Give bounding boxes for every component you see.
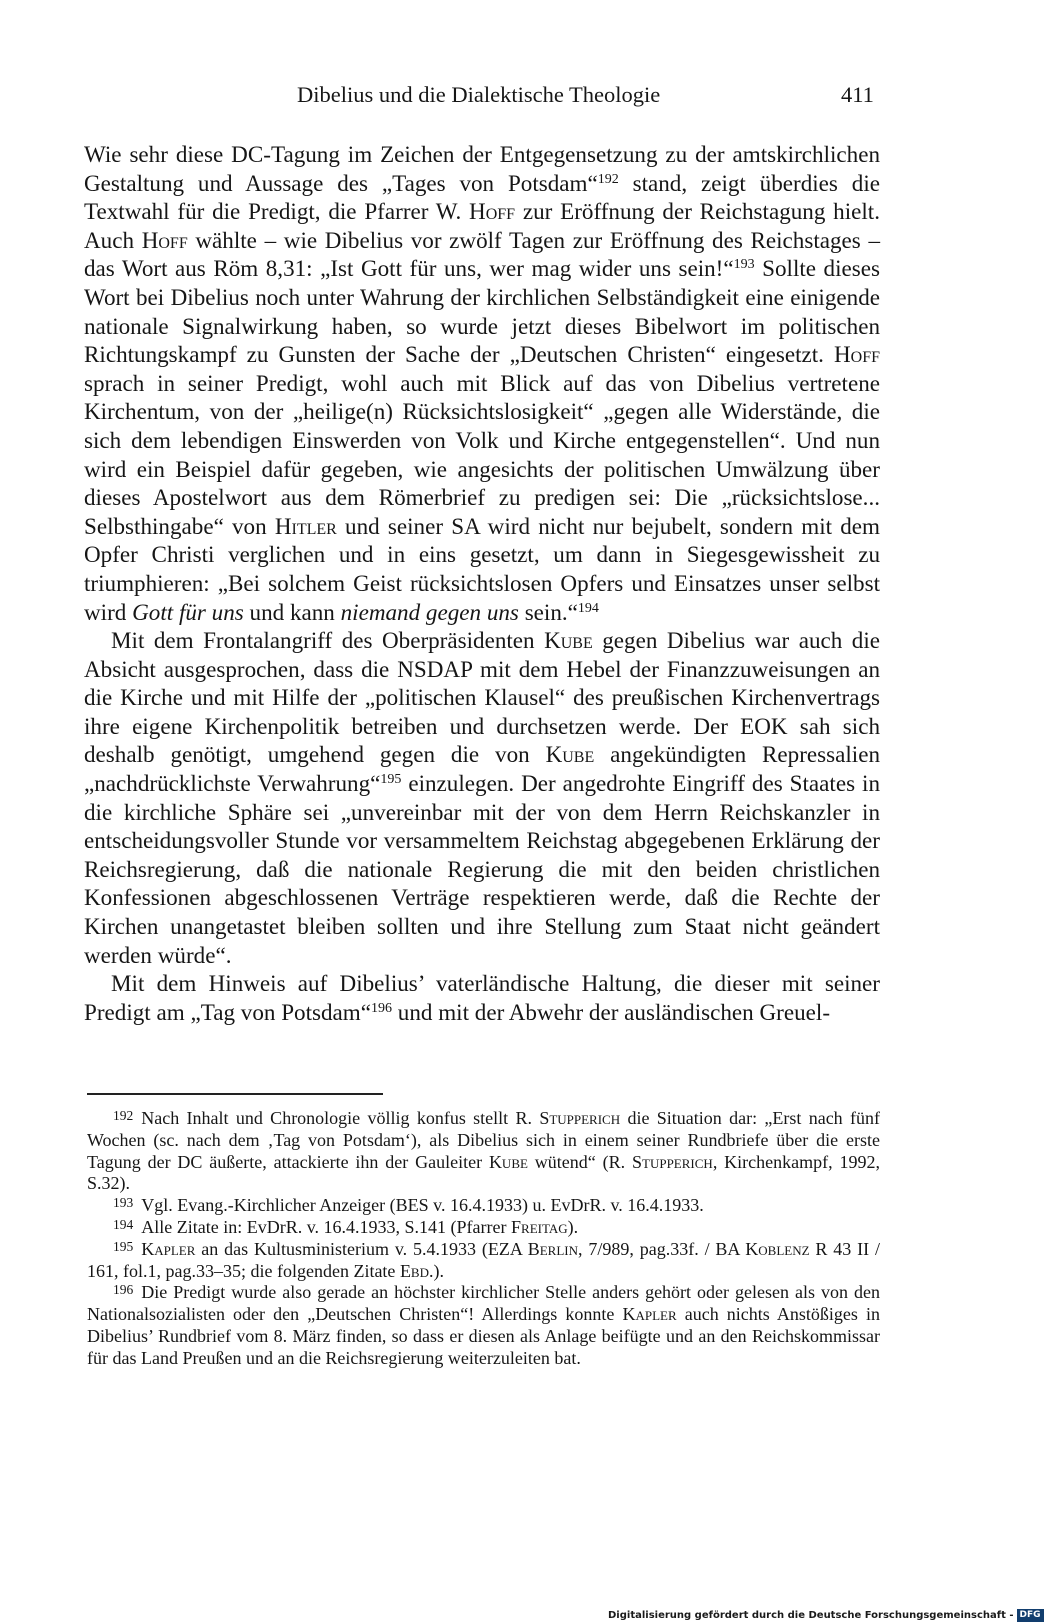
footnote-ref: 194 [577,600,599,616]
name-smallcaps: Kube [544,627,593,654]
running-title: Dibelius und die Dialektische Theologie [297,82,661,107]
text-run: und mit der Abwehr der ausländischen Greuel- [392,998,831,1025]
footnote-ref: 196 [371,1000,393,1016]
footnote-192: 192 Nach Inhalt und Chronologie völlig konfus stellt R. Stupperich die Situation dar: „Erst nach fünf Wochen (sc. nach dem ‚Tag von Potsdam‘), als Dibelius sich in einem seiner Rundbriefe über die erste Tagung der DC äußerte, attackierte ihn der Gauleiter Kube wütend“ (R. Stupperich, Kirchenkampf, 1992, S.32). [87,1108,880,1194]
text-run: an das Kultusministerium v. 5.4.1933 (EZA [195,1238,528,1259]
name-smallcaps: Hoff [833,341,880,368]
footnote-194: 194 Alle Zitate in: EvDrR. v. 16.4.1933, S.141 (Pfarrer Freitag). [113,1216,579,1237]
name-smallcaps: Hoff [469,198,516,225]
text-run: wütend“ (R. [527,1151,632,1172]
name-smallcaps: Koblenz [745,1238,810,1259]
text-run: und seiner SA wird nicht nur bejubelt, sondern mit dem Opfer Christi verglichen und in eins gesetzt, um dann in Siegesgewissheit zu triumphieren: „Bei solchem Geist rücksichtslosen Opfers und Einsatzes unser selbst wird [84,512,880,625]
text-run: Alle Zitate in: EvDrR. v. 16.4.1933, S.141 (Pfarrer [141,1216,512,1237]
footnote-divider [87,1093,383,1095]
running-header [0,82,1000,112]
digitization-credit [608,1609,1041,1623]
main-text [84,140,880,1026]
name-smallcaps: Berlin [527,1238,579,1259]
page-number: 411 [841,82,874,107]
name-smallcaps: Stupperich [632,1151,713,1172]
footnote-196: 196 Die Predigt wurde also gerade an höchster kirchlicher Stelle anders gehört oder gelesen als von den Nationalsozialisten oder den „Deutschen Christen“! Allerdings konnte Kapler auch nichts Anstößiges in Dibelius’ Rundbrief vom 8. März finden, so dass er diesen als Anlage beifügte und an den Reichskommissar für das Land Preußen und an die Reichsregierung weiterzuleiten bat. [87,1282,880,1368]
italic-text: niemand gegen uns [340,598,519,625]
text-run: R 43 II / 161, fol.1, pag.33–35; die folgenden Zitate [87,1238,880,1281]
footnote-193: 193 Vgl. Evang.-Kirchlicher Anzeiger (BES v. 16.4.1933) u. EvDrR. v. 16.4.1933. [113,1195,704,1216]
text-run: gegen Dibelius war auch die Absicht ausgesprochen, dass die NSDAP mit dem Hebel der Finanzzuweisungen an die Kirche und mit Hilfe der „politischen Klausel“ des preußischen Kirchenvertrags ihre eigene Kirchenpolitik betreiben und durchsetzen werde. Der EOK sah sich deshalb genötigt, umgehend gegen die von [84,627,880,768]
name-smallcaps: Kapler [141,1238,196,1259]
text-run: ). [433,1260,444,1281]
footnote-ref: 195 [380,772,402,788]
text-run: stand, zeigt überdies die Textwahl für die Predigt, die Pfarrer W. [84,169,880,225]
name-smallcaps: Kapler [622,1304,677,1325]
footnote-195: 195 Kapler an das Kultusministerium v. 5.4.1933 (EZA Berlin, 7/989, pag.33f. / BA Koblenz R 43 II / 161, fol.1, pag.33–35; die folgenden Zitate Ebd.). [87,1238,880,1281]
footnotes [87,1108,880,1370]
text-run: angekündigten Repressalien „nachdrücklichste Verwahrung“ [84,741,881,797]
text-run: wählte – wie Dibelius vor zwölf Tagen zur Eröffnung des Reichstages – das Wort aus Röm 8,31: „Ist Gott für uns, wer mag wider uns sein!“ [84,226,881,282]
paragraph [84,969,880,1026]
text-run: Die Predigt wurde also gerade an höchster kirchlicher Stelle anders gehört oder gelesen als von den Nationalsozialisten oder den „Deutschen Christen“! Allerdings konnte [87,1282,880,1325]
text-run: , Kirchenkampf, 1992, S.32). [87,1151,880,1194]
text-run: zur Eröffnung der Reichstagung hielt. Auch [84,198,880,253]
name-smallcaps: Kube [545,741,595,768]
italic-text: Gott für uns [132,598,244,625]
text-run: einzulegen. Der angedrohte Eingriff des Staates in die kirchliche Sphäre sei „unvereinbar mit der von dem Herrn Reichskanzler in entscheidungsvoller Stunde vor versammeltem Reichstag abgegebenen Erklärung der Reichsregierung, daß die nationale Regierung die mit den beiden christlichen Konfessionen abgeschlossenen Verträge respektieren werde, daß die Rechte der Kirchen unangetastet bleiben sollten und ihre Stellung zum Staat nicht geändert werden würde“. [84,770,880,968]
text-run: Mit dem Hinweis auf Dibelius’ vaterländische Haltung, die dieser mit seiner Predigt am „Tag von Potsdam“ [84,970,880,1025]
text-run: auch nichts Anstößiges in Dibelius’ Rundbrief vom 8. März finden, so dass er diesen als Anlage beifügte und an den Reichskommissar für das Land Preußen und an die Reichsregierung weiterzuleiten bat. [87,1304,880,1368]
footnote-ref: 193 [733,257,755,273]
text-run: sein.“ [518,598,578,625]
text-run: sprach in seiner Predigt, wohl auch mit Blick auf das von Dibelius vertretene Kirchentum, von der „heilige(n) Rücksichtslosigkeit“ „gegen alle Widerstände, die sich dem lebendigen Einswerden von Volk und Kirche entgegenstellen“. Und nun wird ein Beispiel dafür gegeben, wie angesichts der politischen Umwälzung über dieses Apostelwort aus dem Römerbrief zu predigen sei: Die „rücksichtslose... Selbsthingabe“ von [84,369,880,539]
name-smallcaps: Freitag [511,1216,568,1237]
paragraph [84,626,880,969]
text-run: und kann [243,598,341,625]
name-smallcaps: Stupperich [539,1108,621,1128]
footnote-ref: 192 [597,171,619,187]
name-smallcaps: Hoff [141,226,188,253]
text-run: die Situation dar: „Erst nach fünf Wochen (sc. nach dem ‚Tag von Potsdam‘), als Dibelius sich in einem seiner Rundbriefe über die erste Tagung der DC äußerte, attackierte ihn der Gauleiter [87,1108,880,1172]
dfg-logo: DFG [1017,1609,1044,1622]
name-smallcaps: Kube [488,1151,528,1172]
text-run: Vgl. Evang.-Kirchlicher Anzeiger (BES v. 16.4.1933) u. EvDrR. v. 16.4.1933. [141,1195,704,1216]
text-run: ). [567,1216,579,1237]
text-run: Sollte dieses Wort bei Dibelius noch unter Wahrung der kirchlichen Selbständigkeit eine einigende nationale Signalwirkung haben, so wurde jetzt dieses Bibelwort im politischen Richtungskampf zu Gunsten der Sache der „Deutschen Christen“ eingesetzt. [84,255,880,368]
text-run: , 7/989, pag.33f. / BA [578,1238,746,1259]
text-run: Nach Inhalt und Chronologie völlig konfus stellt R. [141,1108,540,1128]
text-run: Wie sehr diese DC-Tagung im Zeichen der Entgegensetzung zu der amtskirchlichen Gestaltung und Aussage des „Tages von Potsdam“ [84,141,880,196]
text-run: Mit dem Frontalangriff des Oberpräsidenten [111,627,545,654]
paragraph [84,140,880,626]
credit-text: Digitalisierung gefördert durch die Deutsche Forschungsgemeinschaft - [608,1610,1014,1621]
name-smallcaps: Hitler [274,512,337,539]
name-smallcaps: Ebd. [399,1260,434,1281]
